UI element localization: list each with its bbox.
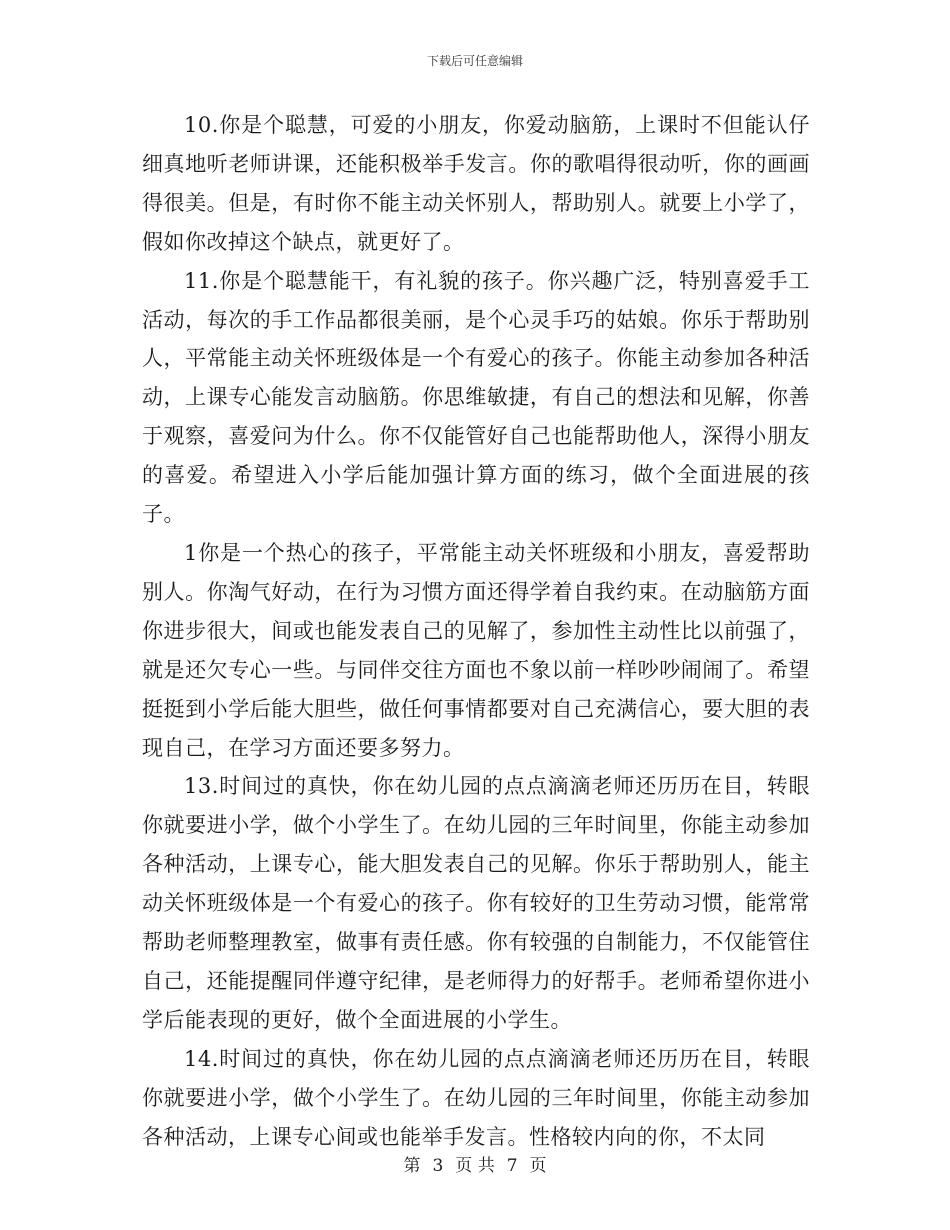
footer-suffix: 页: [529, 1156, 547, 1176]
paragraph-11: 11.你是个聪慧能干，有礼貌的孩子。你兴趣广泛，特别喜爱手工活动，每次的手工作品都很美丽，是个心灵手巧的姑娘。你乐于帮助别人，平常能主动关怀班级体是一个有爱心的孩子。你能主动参加各种活动，上课专心能发言动脑筋。你思维敏捷，有自己的想法和见解，你善于观察，喜爱问为什么。你不仅能管好自己也能帮助他人，深得小朋友的喜爱。希望进入小学后能加强计算方面的练习，做个全面进展的孩子。: [142, 268, 810, 527]
page-number-footer: [0, 1155, 950, 1177]
footer-current-page: 3: [432, 1156, 444, 1176]
footer-middle: 页 共: [455, 1156, 495, 1176]
paragraph-10: 10.你是个聪慧，可爱的小朋友，你爱动脑筋，上课时不但能认仔细真地听老师讲课，还能积极举手发言。你的歌唱得很动听，你的画画得很美。但是，有时你不能主动关怀别人，帮助别人。就要上小学了，假如你改掉这个缺点，就更好了。: [142, 113, 810, 254]
footer-prefix: 第: [403, 1156, 421, 1176]
footer-total-pages: 7: [506, 1156, 518, 1176]
document-body: [142, 106, 810, 1156]
paragraph-14: 14.时间过的真快，你在幼儿园的点点滴滴老师还历历在目，转眼你就要进小学，做个小学生了。在幼儿园的三年时间里，你能主动参加各种活动，上课专心间或也能举手发言。性格较内向的你，不太同: [142, 1046, 810, 1149]
paragraph-12: 1你是一个热心的孩子，平常能主动关怀班级和小朋友，喜爱帮助别人。你淘气好动，在行为习惯方面还得学着自我约束。在动脑筋方面你进步很大，间或也能发表自己的见解了，参加性主动性比以前强了，就是还欠专心一些。与同伴交往方面也不象以前一样吵吵闹闹了。希望挺挺到小学后能大胆些，做任何事情都要对自己充满信心，要大胆的表现自己，在学习方面还要多努力。: [142, 540, 810, 760]
paragraph-13: 13.时间过的真快，你在幼儿园的点点滴滴老师还历历在目，转眼你就要进小学，做个小学生了。在幼儿园的三年时间里，你能主动参加各种活动，上课专心，能大胆发表自己的见解。你乐于帮助别人，能主动关怀班级体是一个有爱心的孩子。你有较好的卫生劳动习惯，能常常帮助老师整理教室，做事有责任感。你有较强的自制能力，不仅能管住自己，还能提醒同伴遵守纪律，是老师得力的好帮手。老师希望你进小学后能表现的更好，做个全面进展的小学生。: [142, 774, 810, 1032]
page-header-note: 下载后可任意编辑: [426, 54, 523, 68]
